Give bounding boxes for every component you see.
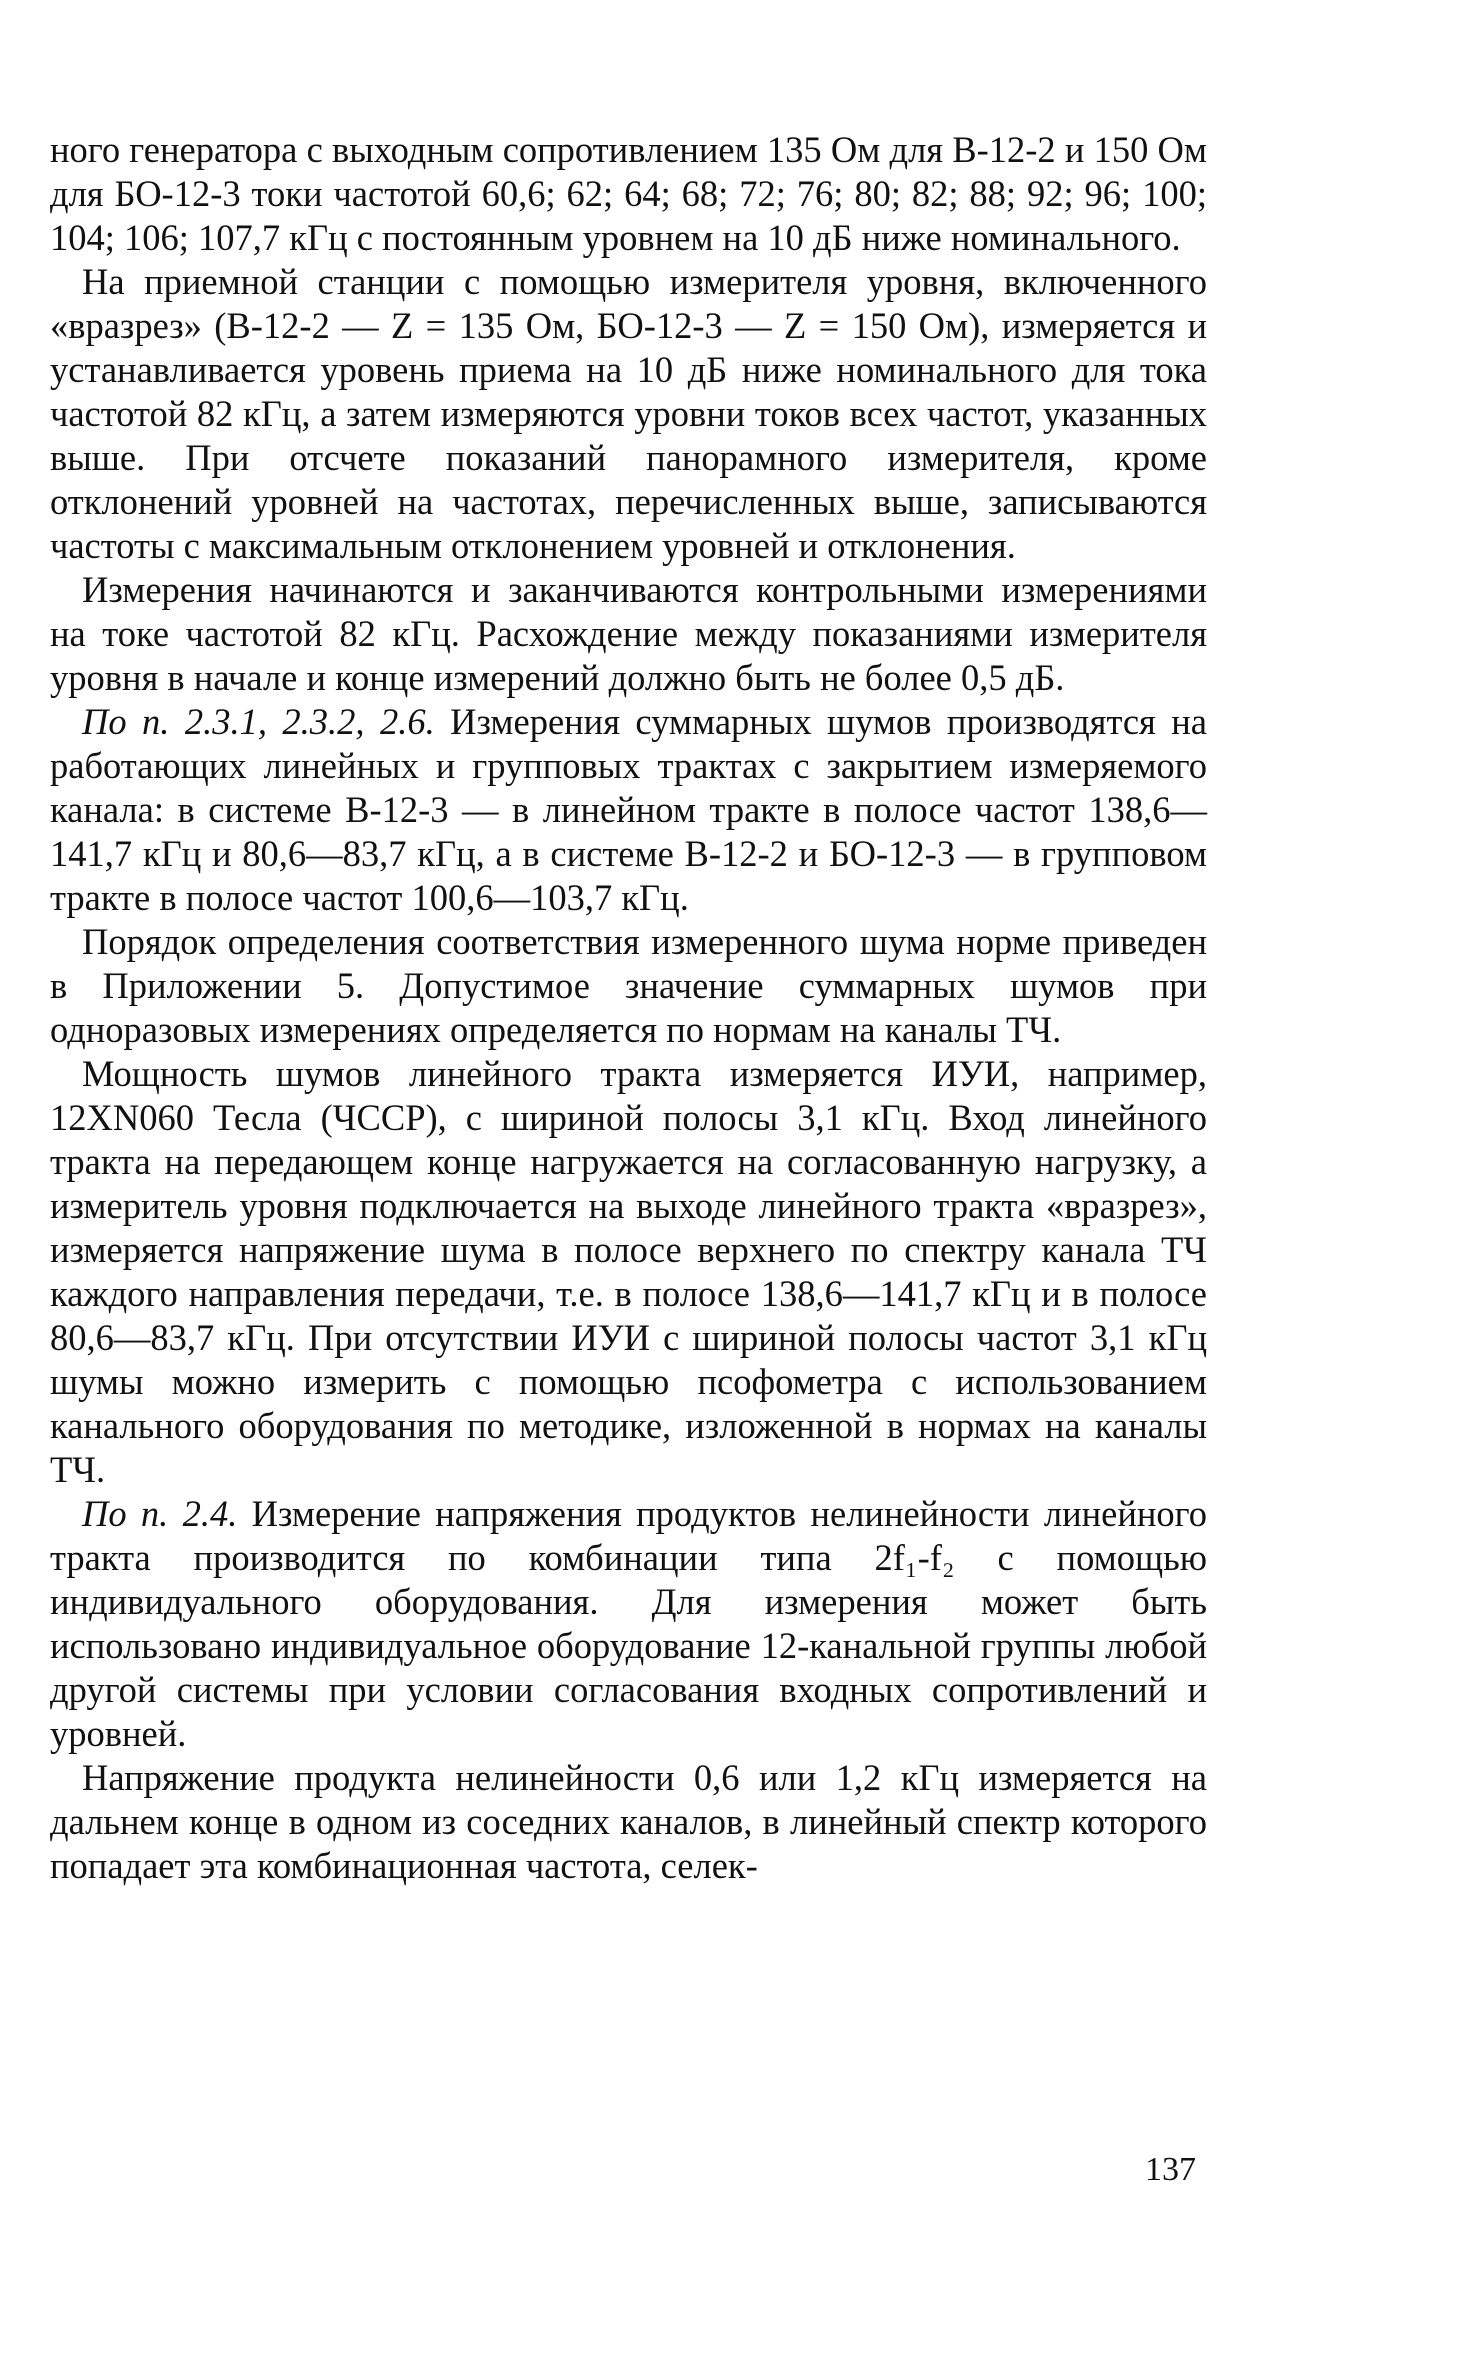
paragraph-control-measurements <box>50 568 1207 700</box>
paragraph-total-noise <box>50 700 1207 920</box>
page-number: 137 <box>1145 2151 1196 2188</box>
paragraph-lead: По п. 2.3.1, 2.3.2, 2.6. <box>82 701 435 742</box>
paragraph-receiving-station <box>50 260 1207 568</box>
paragraph-text: Напряжение продукта нелинейности 0,6 или 1,2 кГц измеряется на дальнем конце в одном из соседних каналов, в линейный спектр которого попадает эта комбинационная частота, селек- <box>50 1757 1207 1886</box>
paragraph-text: Измерения суммарных шумов производятся на работающих линейных и групповых трактах с закрытием измеряемого канала: в системе В-12-3 — в линейном тракте в полосе частот 138,6—141,7 кГц и 80,6—83,7 кГц, а в системе В-12-2 и БО-12-3 — в групповом тракте в полосе частот 100,6—103,7 кГц. <box>50 701 1207 918</box>
paragraph-lead: По п. 2.4. <box>82 1493 238 1534</box>
paragraph-nonlinearity-voltage <box>50 1756 1207 1888</box>
page-body <box>50 128 1207 1888</box>
paragraph-text: Измерения начинаются и заканчиваются контрольными измерениями на токе частотой 82 кГц. Расхождение между показаниями измерителя уровня в начале и конце измерений должно быть не более 0,5 дБ. <box>50 569 1207 698</box>
paragraph-continuation <box>50 128 1207 260</box>
paragraph-text: На приемной станции с помощью измерителя уровня, включенного «вразрез» (В-12-2 — Z = 135 Ом, БО-12-3 — Z = 150 Ом), измеряется и устанавливается уровень приема на 10 дБ ниже номинального для тока частотой 82 кГц, а затем измеряются уровни токов всех частот, указанных выше. При отсчете показаний панорамного измерителя, кроме отклонений уровней на частотах, перечисленных выше, записываются частоты с максимальным отклонением уровней и отклонения. <box>50 261 1207 566</box>
paragraph-nonlinearity <box>50 1492 1207 1756</box>
paragraph-text: Мощность шумов линейного тракта измеряется ИУИ, например, 12XN060 Тесла (ЧССР), с шириной полосы 3,1 кГц. Вход линейного тракта на передающем конце нагружается на согласованную нагрузку, а измеритель уровня подключается на выходе линейного тракта «вразрез», измеряется напряжение шума в полосе верхнего по спектру канала ТЧ каждого направления передачи, т.е. в полосе 138,6—141,7 кГц и в полосе 80,6—83,7 кГц. При отсутствии ИУИ с шириной полосы частот 3,1 кГц шумы можно измерить с помощью псофометра с использованием канального оборудования по методике, изложенной в нормах на каналы ТЧ. <box>50 1053 1207 1490</box>
paragraph-noise-norm <box>50 920 1207 1052</box>
paragraph-noise-power <box>50 1052 1207 1492</box>
paragraph-text: Измерение напряжения продуктов нелинейности линейного тракта производится по комбинации типа 2f₁-f₂ с помощью индивидуального оборудования. Для измерения может быть использовано индивидуальное оборудование 12-канальной группы любой другой системы при условии согласования входных сопротивлений и уровней. <box>50 1493 1207 1754</box>
paragraph-text: Порядок определения соответствия измеренного шума норме приведен в Приложении 5. Допустимое значение суммарных шумов при одноразовых измерениях определяется по нормам на каналы ТЧ. <box>50 921 1207 1050</box>
paragraph-text: ного генератора с выходным сопротивлением 135 Ом для В-12-2 и 150 Ом для БО-12-3 токи частотой 60,6; 62; 64; 68; 72; 76; 80; 82; 88; 92; 96; 100; 104; 106; 107,7 кГц с постоянным уровнем на 10 дБ ниже номинального. <box>50 129 1207 258</box>
